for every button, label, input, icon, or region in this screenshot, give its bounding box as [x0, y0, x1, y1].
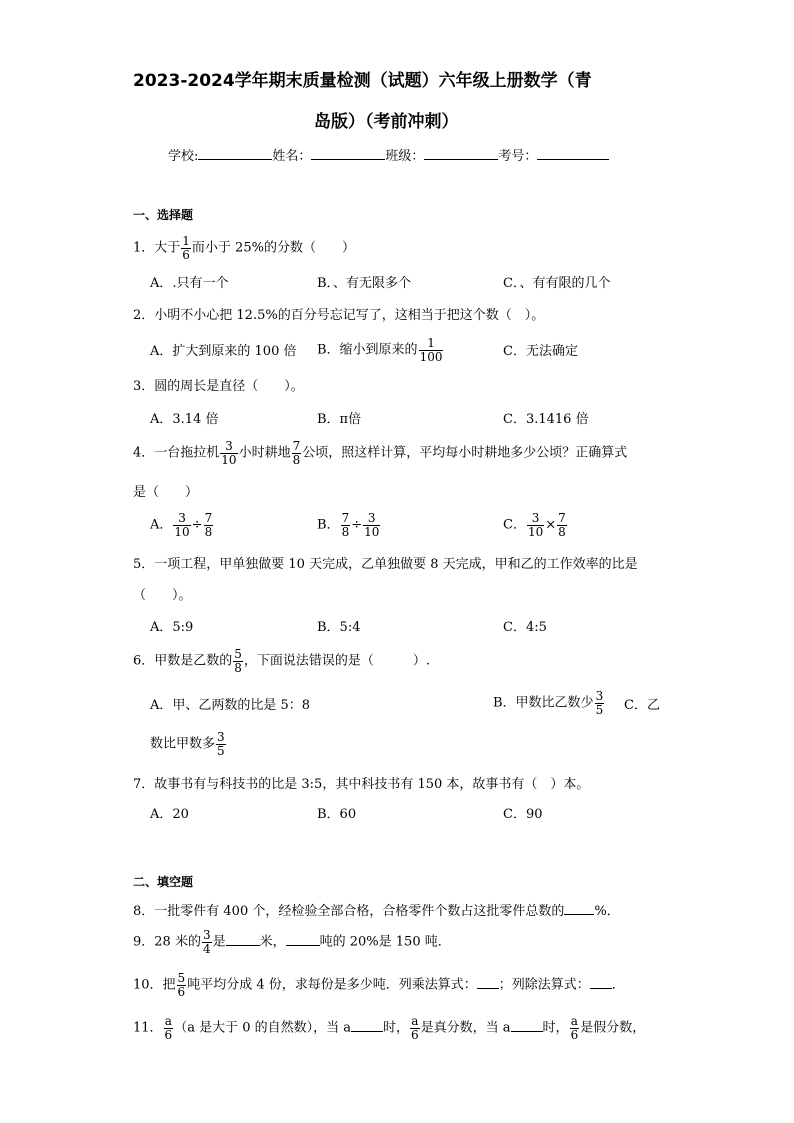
answer-blank[interactable] [477, 977, 499, 989]
class-label: 班级： [385, 149, 425, 164]
fraction: $\frac{a}{6}$ [411, 1014, 419, 1042]
fraction: $\frac{3}{5}$ [217, 730, 225, 758]
question-8: 8．一批零件有 400 个，经检验全部合格，合格零件个数占这批零件总数的 %． [133, 904, 620, 919]
q7-option-b[interactable]: B．60 [317, 807, 357, 822]
id-field[interactable] [537, 147, 609, 160]
fraction: $\frac{1}{100}$ [419, 336, 443, 364]
fraction: $\frac{3}{10}$ [221, 439, 237, 467]
fraction: $\frac{a}{6}$ [164, 1014, 173, 1042]
q2-option-c[interactable]: C．无法确定 [503, 344, 578, 359]
question-4: 4．一台拖拉机 $\frac{3}{10}$ 小时耕地 $\frac{7}{8}$ 公顷，照这样计算，平均每小时耕地多少公顷？正确算式 [133, 439, 628, 467]
student-info [168, 147, 609, 163]
question-4-line2: 是（ ） [133, 485, 199, 500]
answer-blank[interactable] [590, 977, 612, 989]
q7-option-a[interactable]: A．20 [150, 807, 189, 822]
fraction: $\frac{a}{6}$ [570, 1014, 579, 1042]
q4-option-a[interactable]: A． $\frac{3}{10}$ ÷ $\frac{7}{8}$ [150, 511, 213, 539]
q5-option-a[interactable]: A．5:9 [150, 620, 194, 635]
q5-option-b[interactable]: B．5:4 [317, 620, 361, 635]
q3-option-c[interactable]: C．3.1416 倍 [503, 412, 589, 427]
fraction: $\frac{5}{6}$ [177, 971, 186, 999]
page-title-line2: 岛版）（考前冲刺） [314, 112, 459, 132]
answer-blank[interactable] [351, 1020, 383, 1032]
fraction: $\frac{3}{10}$ [364, 511, 380, 539]
question-2: 2．小明不小心把 12.5%的百分号忘记写了，这相当于把这个数（ ）。 [133, 308, 545, 323]
question-5-line2: （ ）。 [133, 588, 192, 603]
question-3: 3．圆的周长是直径（ ）。 [133, 379, 304, 394]
section-title-choice: 一、选择题 [133, 208, 194, 222]
fraction: $\frac{3}{5}$ [595, 689, 604, 717]
q1-option-a[interactable]: A．.只有一个 [150, 276, 229, 291]
fraction: $\frac{7}{8}$ [341, 511, 350, 539]
q4-option-b[interactable]: B． $\frac{7}{8}$ ÷ $\frac{3}{10}$ [317, 511, 380, 539]
q6-option-b[interactable]: B．甲数比乙数少 $\frac{3}{5}$ [493, 689, 604, 717]
q2-option-a[interactable]: A．扩大到原来的 100 倍 [150, 344, 297, 359]
fraction: $\frac{7}{8}$ [204, 511, 213, 539]
question-1: 1．大于 $\frac{1}{6}$ 而小于 25%的分数（ ） [133, 234, 355, 262]
q1-option-c[interactable]: C．、有有限的几个 [503, 276, 611, 291]
answer-blank[interactable] [511, 1020, 543, 1032]
fraction: $\frac{7}{8}$ [292, 439, 301, 467]
section-title-fill: 二、填空题 [133, 875, 194, 889]
class-field[interactable] [424, 147, 498, 160]
q7-option-c[interactable]: C．90 [503, 807, 543, 822]
question-9: 9．28 米的 $\frac{3}{4}$ 是 米， 吨的 20%是 150 吨． [133, 928, 451, 956]
fraction: $\frac{7}{8}$ [558, 511, 566, 539]
q3-option-b[interactable]: B．π倍 [317, 412, 362, 427]
q6-option-c[interactable]: C．乙 [624, 698, 660, 713]
q3-option-a[interactable]: A．3.14 倍 [150, 412, 219, 427]
answer-blank[interactable] [564, 903, 594, 915]
q6-option-c-line2[interactable]: 数比甲数多 $\frac{3}{5}$ [150, 730, 225, 758]
q6-option-a[interactable]: A．甲、乙两数的比是 5：8 [150, 698, 311, 713]
q2-option-b[interactable]: B．缩小到原来的 $\frac{1}{100}$ [317, 336, 443, 364]
fraction: $\frac{3}{10}$ [527, 511, 544, 539]
name-field[interactable] [311, 147, 385, 160]
school-field[interactable] [198, 147, 272, 160]
answer-blank[interactable] [286, 934, 320, 946]
name-label: 姓名： [272, 149, 312, 164]
fraction: $\frac{1}{6}$ [182, 234, 190, 262]
question-11: 11． $\frac{a}{6}$ （a 是大于 0 的自然数），当 a 时， $\frac{a}{6}$ 是真分数，当 a 时， $\frac{a}{6}$ 是假分数， [133, 1014, 646, 1042]
fraction: $\frac{5}{8}$ [234, 647, 242, 675]
question-5: 5．一项工程，甲单独做要 10 天完成，乙单独做要 8 天完成，甲和乙的工作效率的比是 [133, 557, 638, 572]
q1-option-b[interactable]: B．、有无限多个 [317, 276, 412, 291]
question-10: 10．把 $\frac{5}{6}$ 吨平均分成 4 份，求每份是多少吨．列乘法算式： ；列除法算式： ． [133, 971, 625, 999]
school-label: 学校: [168, 149, 199, 164]
question-7: 7．故事书有与科技书的比是 3:5，其中科技书有 150 本，故事书有（ ）本。 [133, 777, 590, 792]
q5-option-c[interactable]: C．4:5 [503, 620, 547, 635]
q4-option-c[interactable]: C． $\frac{3}{10}$ × $\frac{7}{8}$ [503, 511, 566, 539]
answer-blank[interactable] [226, 934, 260, 946]
question-6: 6．甲数是乙数的 $\frac{5}{8}$ ，下面说法错误的是（ ）. [133, 647, 431, 675]
fraction: $\frac{3}{10}$ [174, 511, 190, 539]
id-label: 考号： [498, 149, 538, 164]
fraction: $\frac{3}{4}$ [202, 928, 211, 956]
page-title-line1: 2023-2024学年期末质量检测（试题）六年级上册数学（青 [133, 71, 592, 91]
